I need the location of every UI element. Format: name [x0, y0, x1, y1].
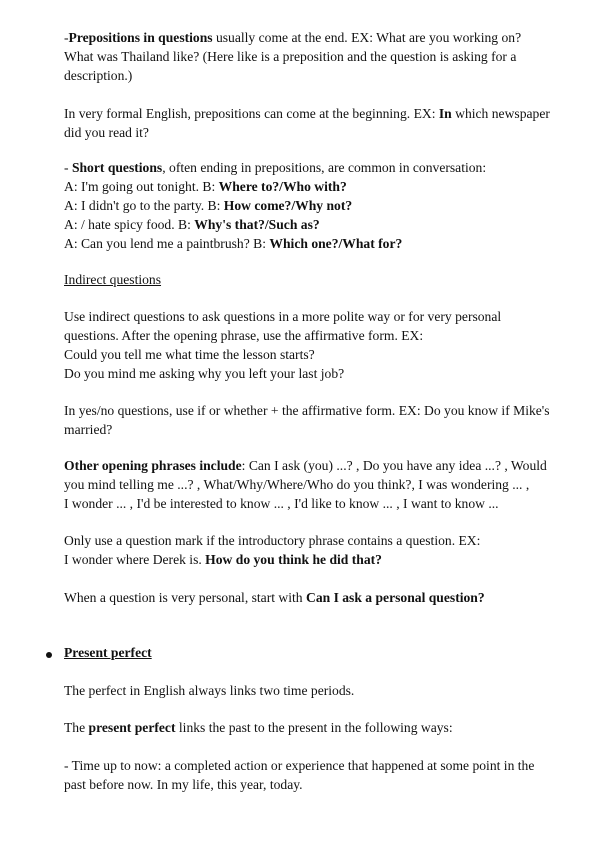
short-question-example: A: I'm going out tonight. B: Where to?/Who with? — [64, 179, 347, 194]
short-question-example: A: / hate spicy food. B: Why's that?/Such as? — [64, 217, 320, 232]
bullet-icon — [46, 652, 52, 658]
prepositions-line-2: What was Thailand like? (Here like is a preposition and the question is asking for a — [64, 49, 517, 64]
personal-question-paragraph: When a question is very personal, start with Can I ask a personal question? — [64, 590, 485, 605]
formal-line-1: In very formal English, prepositions can come at the beginning. EX: In which newspaper — [64, 106, 550, 121]
short-question-example: A: I didn't go to the party. B: How come?/Why not? — [64, 198, 353, 213]
opening-phrases-term: Other opening phrases include — [64, 458, 242, 473]
prepositions-term: Prepositions in questions — [68, 30, 213, 45]
indirect-questions-heading: Indirect questions — [64, 272, 162, 287]
present-perfect-intro: The perfect in English always links two time periods. — [64, 683, 355, 698]
prepositions-line-1: -Prepositions in questions usually come at the end. EX: What are you working on? — [64, 30, 522, 45]
present-perfect-point: - Time up to now: a completed action or experience that happened at some point in the past before now. In my life, this year, today. — [64, 758, 535, 792]
short-questions-paragraph — [64, 158, 564, 253]
short-question-example: A: Can you lend me a paintbrush? B: Which one?/What for? — [64, 236, 403, 251]
short-questions-term: Short questions — [71, 160, 163, 175]
present-perfect-links: The present perfect links the past to the present in the following ways: — [64, 720, 453, 735]
formal-paragraph — [64, 104, 564, 142]
question-mark-paragraph: Only use a question mark if the introductory phrase contains a question. EX: I wonder where Derek is. How do you think he did that? — [64, 533, 481, 567]
indirect-paragraph-2: In yes/no questions, use if or whether + the affirmative form. EX: Do you know if Mike's married? — [64, 403, 550, 437]
prepositions-paragraph — [64, 28, 564, 85]
present-perfect-heading: Present perfect — [64, 645, 152, 660]
prepositions-line-3: description.) — [64, 68, 133, 83]
short-questions-intro: - Short questions, often ending in prepositions, are common in conversation: — [64, 160, 487, 175]
formal-line-2: did you read it? — [64, 125, 149, 140]
opening-phrases-paragraph: Other opening phrases include: Can I ask (you) ...? , Do you have any idea ...? , Would you mind telling me ...? , What/Why/Where/Who do you think?, I was wondering ... , I wonder ... , I'd be interested to know ... , I'd like to know ... , I want to know ... — [64, 458, 547, 511]
indirect-paragraph-1: Use indirect questions to ask questions in a more polite way or for very personal questions. After the opening phrase, use the affirmative form. EX: Could you tell me what time the lesson starts? Do you mind me asking why you left your last job? — [64, 309, 502, 381]
